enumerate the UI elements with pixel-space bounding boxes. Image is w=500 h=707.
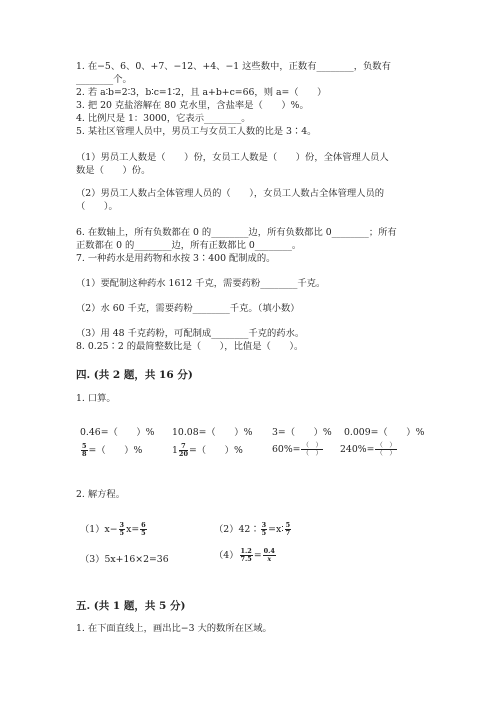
q6-line2: 正数都在 0 的________边，所有正数都比 0________。 [76,240,302,251]
fraction [285,522,292,537]
calc-r1c2: 10.08=（ ）% [172,427,253,438]
q5-1: 1. 在下面直线上，画出比−3 大的数所在区域。 [76,623,272,634]
calc-r1c4: 0.009=（ ）% [344,427,425,438]
q4-2-title: 2. 解方程。 [76,489,126,500]
q1-line2: ________个。 [76,74,132,85]
fraction [179,443,188,458]
q7-2: （2）水 60 千克，需要药粉________千克。（填小数） [76,303,300,314]
equation-1 [80,521,148,537]
calc-r2c4 [340,442,398,457]
q6-line1: 6. 在数轴上，所有负数都在 0 的________边，所有负数都比 0________；所有 [76,227,397,238]
equation-2 [214,521,292,537]
eq2-lead: （2）42∶ [214,524,260,535]
denominator: 7.5 [240,555,252,563]
denominator: 8 [82,450,87,458]
q8: 8. 0.25∶2 的最简整数比是（ ），比值是（ ）。 [76,341,304,352]
eq4-lead: （4） [214,550,239,561]
denominator: 5 [141,529,146,537]
denominator: 5 [261,529,267,537]
section-4-heading: 四. (共 2 题，共 16 分) [76,369,193,381]
fraction [240,548,253,563]
denominator: x [267,555,272,563]
numerator: 6 [141,521,146,529]
denominator: 5 [119,529,125,537]
calc-r2c1-rest: =（ ）% [88,445,143,456]
numerator: 3 [261,521,267,529]
q4-1-title: 1. 口算。 [76,393,116,404]
q5-1-line2: 数是（ ）份。 [76,165,151,176]
numerator: 3 [119,521,125,529]
fraction [301,442,323,457]
equation-3: （3）5x+16×2=36 [80,554,169,565]
calc-r2c1 [80,442,142,458]
denominator: （ ） [302,449,322,457]
calc-r1c1: 0.46=（ ）% [80,427,155,438]
q5-2-line2: （ ）。 [76,201,118,212]
fraction [263,548,276,563]
q7-1: （1）要配制这种药水 1612 千克，需要药粉________千克。 [76,278,326,289]
numerator: （ ） [302,441,322,449]
calc-r2c3 [272,442,324,457]
mixed-whole: 1 [172,445,178,456]
fraction [81,443,88,458]
equation-4 [214,547,277,563]
q2: 2. 若 a∶b=2∶3，b∶c=1∶2，且 a+b+c=66，则 a=（ ） [76,87,327,98]
q7-3: （3）用 48 千克药粉，可配制成________千克的药水。 [76,328,305,339]
eq1-mid: x= [126,524,140,535]
fraction [140,522,147,537]
q5-1-line1: （1）男员工人数是（ ）份，女员工人数是（ ）份，全体管理人员人 [76,152,389,163]
calc-r1c3: 3=（ ）% [272,427,332,438]
fraction [119,522,126,537]
calc-r2c2-rest: =（ ）% [188,445,243,456]
eq2-mid: =x∶ [268,524,284,535]
numerator: 7 [179,443,188,451]
numerator: （ ） [376,441,396,449]
calc-r2c3-lead: 60%= [272,444,301,455]
q3: 3. 把 20 克盐溶解在 80 克水里，含盐率是（ ）%。 [76,100,309,111]
denominator: （ ） [376,449,396,457]
numerator: 5 [82,442,87,450]
q5: 5. 某社区管理人员中，男员工与女员工人数的比是 3∶4。 [76,126,317,137]
eq4-mid: = [253,550,262,561]
q7: 7. 一种药水是用药物和水按 3∶400 配制成的。 [76,253,276,264]
fraction [261,522,268,537]
fraction [375,442,397,457]
section-5-heading: 五. (共 1 题，共 5 分) [76,600,186,612]
calc-r2c4-lead: 240%= [340,444,375,455]
denominator: 7 [285,529,291,537]
calc-r2c2 [172,442,243,458]
q4: 4. 比例尺是 1：3000，它表示________。 [76,113,251,124]
numerator: 0.4 [263,547,275,555]
denominator: 20 [178,450,188,458]
q1-line1: 1. 在−5、6、0、+7、−12、+4、−1 这些数中，正数有________，负数有 [76,61,391,72]
numerator: 5 [285,521,291,529]
numerator: 1.2 [240,547,252,555]
eq1-lead: （1）x− [80,524,118,535]
q5-2-line1: （2）男员工人数占全体管理人员的（ ），女员工人数占全体管理人员的 [76,188,385,199]
